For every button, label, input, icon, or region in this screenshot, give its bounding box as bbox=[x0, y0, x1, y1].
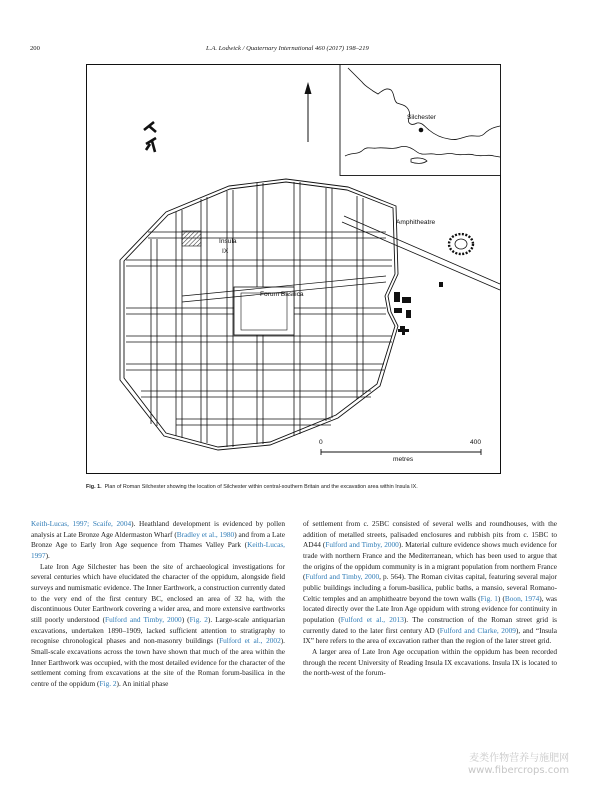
silchester-plan-map bbox=[86, 64, 501, 474]
building-east bbox=[439, 282, 443, 287]
right-column bbox=[303, 519, 557, 679]
label-forum-basilica: Forum Basilica bbox=[260, 291, 304, 298]
silchester-dot bbox=[419, 128, 424, 133]
watermark-line-2: www.fibercrops.com bbox=[468, 765, 570, 776]
scale-label-end: 400 bbox=[470, 439, 482, 446]
paragraph-text: ). The construction of the Roman street grid is currently dated to the later first century AD ( bbox=[303, 614, 557, 635]
paragraph-left-2 bbox=[31, 562, 285, 690]
paragraph-text: ), was located directly over the Late Iron Age oppidum with strong evidence for continuity in population ( bbox=[303, 593, 558, 624]
citation-link[interactable]: Bradley et al., 1980 bbox=[176, 529, 235, 539]
label-amphitheatre: Amphitheatre bbox=[396, 219, 436, 226]
citation-link[interactable]: Fulford and Clarke, 2009 bbox=[439, 625, 516, 635]
figure-link[interactable]: Fig. 2 bbox=[189, 614, 208, 624]
citation-link[interactable]: Fulford et al., 2002 bbox=[219, 636, 281, 646]
label-insula: Insula bbox=[219, 238, 237, 245]
citation-link[interactable]: Keith-Lucas, 1997 bbox=[31, 540, 285, 560]
temple-nw-1 bbox=[144, 122, 156, 132]
temples-east bbox=[394, 292, 411, 335]
paragraph-text: ) ( bbox=[181, 614, 190, 624]
amphitheatre-arena bbox=[455, 239, 467, 249]
paragraph-text: ). Large-scale antiquarian excavations, undertaken 1890–1909, lacked sufficient attention to stratigraphy to recognise chronological phases and non-masonry buildings ( bbox=[31, 614, 286, 646]
scale-label-start: 0 bbox=[319, 439, 323, 446]
page-number: 200 bbox=[30, 45, 40, 52]
paragraph-text: ). Small-scale excavations across the town have shown that much of the area within the Inner Earthwork was occupied, with the most detailed evidence for the character of the settlement coming from excavations at the site of the Roman forum-basilica in the centre of the oppidum ( bbox=[31, 636, 285, 688]
insula-ix-hatched bbox=[182, 231, 201, 246]
paragraph-text: ). Heathland development is evidenced by pollen analysis at Late Bronze Age Aldermaston Wharf ( bbox=[31, 519, 285, 539]
watermark-line-1: 麦类作物营养与施肥网 bbox=[469, 753, 570, 764]
citation-link[interactable]: Fulford and Timby, 2000 bbox=[305, 572, 380, 582]
watermark bbox=[468, 753, 569, 777]
citation-link[interactable]: Boon, 1974 bbox=[504, 593, 540, 603]
paragraph-text: ), and “Insula IX” here refers to the area of excavation rather than the region of the later street grid. bbox=[303, 625, 557, 646]
citation-link[interactable]: Fulford and Timby, 2000 bbox=[325, 540, 399, 550]
figure-caption bbox=[86, 484, 418, 490]
citation-link[interactable]: Keith-Lucas, 1997; Scaife, 2004 bbox=[31, 519, 132, 528]
left-column bbox=[31, 519, 285, 690]
figure-link[interactable]: Fig. 1 bbox=[480, 593, 498, 603]
north-arrow-head bbox=[305, 82, 312, 94]
label-insula-number: IX bbox=[222, 248, 229, 255]
scale-unit: metres bbox=[393, 456, 414, 463]
paragraph-text: ). bbox=[45, 550, 50, 560]
paragraph-text: ) ( bbox=[497, 593, 505, 603]
paragraph-text: Late Iron Age Silchester has been the site of archaeological investigations for several centuries which have elucidated the character of the oppidum, alongside field surveys and numismatic evidence. The Inner Earthwork, a construction currently dated to the very end of the first century BC, enclosed an area of 32 ha, with the discontinuous Outer Earthwork covering a wider area, and more extensive earthworks still poorly understood ( bbox=[31, 561, 285, 624]
paragraph-text: ). Material culture evidence shows much evidence for trade with northern France and the Mediterranean, which has been used to argue that the origins of the oppidum community is in a migrant population from northern France ( bbox=[303, 540, 557, 582]
figure-1 bbox=[86, 64, 501, 474]
paragraph-right-2: A larger area of Late Iron Age occupation within the oppidum has been recorded through the recent University of Reading Insula IX excavations. Insula IX is located to the north-west of the forum- bbox=[303, 646, 557, 678]
label-silchester-inset: Silchester bbox=[407, 114, 436, 121]
caption-text: Plan of Roman Silchester showing the location of Silchester within central-southern Britain and the excavation area within Insula IX. bbox=[104, 484, 418, 490]
figure-link[interactable]: Fig. 2 bbox=[99, 678, 117, 688]
paragraph-left-1 bbox=[31, 519, 285, 562]
paragraph-text: of settlement from c. 25BC consisted of several wells and roundhouses, with the addition of metalled streets, palisaded enclosures and rubbish pits from c. 15BC to AD44 ( bbox=[303, 519, 557, 550]
citation-link[interactable]: Fulford and Timby, 2000 bbox=[105, 614, 182, 624]
road-to-amphitheatre bbox=[344, 216, 500, 284]
temple-nw-2 bbox=[146, 138, 156, 152]
running-title: L.A. Lodwick / Quaternary International 460 (2017) 198–219 bbox=[206, 45, 369, 52]
paragraph-right-1 bbox=[303, 519, 557, 647]
caption-label: Fig. 1. bbox=[86, 484, 102, 490]
citation-link[interactable]: Fulford et al., 2013 bbox=[340, 614, 404, 624]
paragraph-text: ) and from a Late Bronze Age to Early Iron Age sequence from Thames Valley Park ( bbox=[31, 529, 285, 550]
paragraph-text: ). An initial phase bbox=[116, 678, 169, 688]
paragraph-text: , p. 564). The Roman civitas capital, featuring several major public buildings including a forum-basilica, public baths, a mansio, several Romano-Celtic temples and an amphitheatre beyond the town walls ( bbox=[303, 572, 557, 603]
